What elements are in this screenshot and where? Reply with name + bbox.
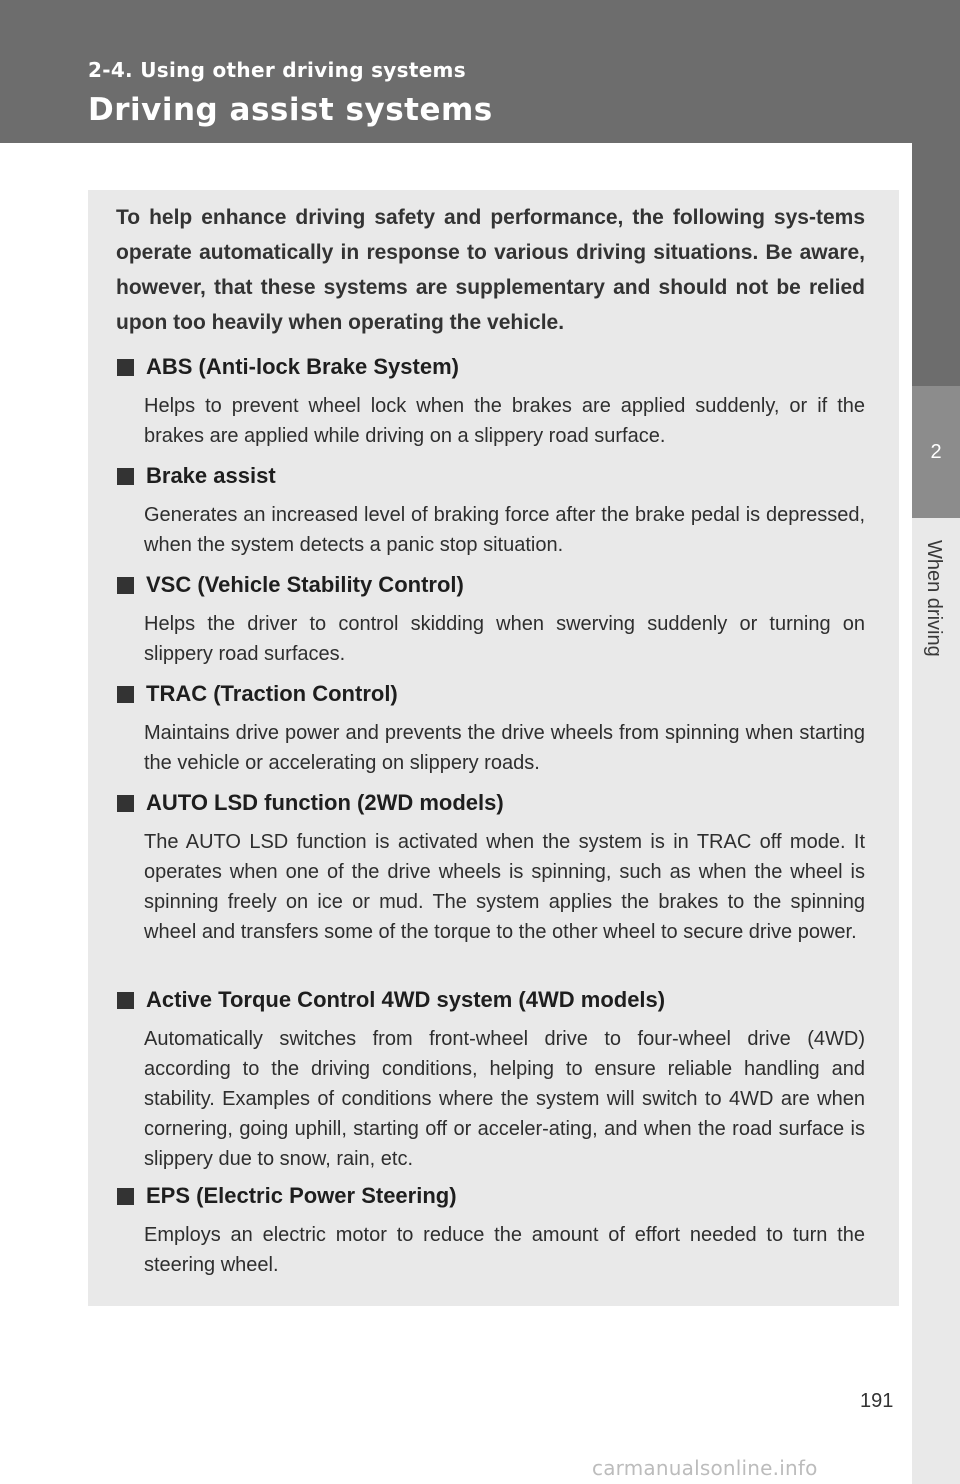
section-body: Automatically switches from front-wheel drive to four-wheel drive (4WD) according to the driving conditions, helping to ensure reliable handling and stability. Examples of conditions where the system will switch to 4WD are when cornering, going uphill, starting off or acceler-ating, and when the road surface is slippery due to snow, rain, etc. — [144, 1028, 865, 1170]
section-body: Maintains drive power and prevents the drive wheels from spinning when starting the vehicle or accelerating on slippery roads. — [144, 722, 865, 774]
page-number: 191 — [860, 1390, 894, 1412]
page-title: Driving assist systems — [88, 92, 493, 128]
watermark: carmanualsonline.info — [592, 1456, 818, 1480]
section-heading — [114, 1182, 866, 1210]
section-heading-text: AUTO LSD function (2WD models) — [146, 790, 504, 815]
section-abs — [114, 353, 866, 451]
section-heading — [114, 353, 866, 381]
section-vsc — [114, 571, 866, 669]
section-body: Helps to prevent wheel lock when the brakes are applied suddenly, or if the brakes are applied while driving on a slippery road surface. — [144, 395, 865, 447]
square-bullet-icon — [117, 1188, 134, 1205]
section-trac — [114, 680, 866, 778]
section-heading-text: Brake assist — [146, 463, 276, 488]
chapter-number: 2 — [930, 440, 942, 463]
chapter-tab[interactable] — [912, 386, 960, 518]
section-heading-text: TRAC (Traction Control) — [146, 681, 398, 706]
section-body: The AUTO LSD function is activated when the system is in TRAC off mode. It operates when one of the drive wheels is spinning, such as when the wheel is spinning freely on ice or mud. The system applies the brakes to the spinning wheel and transfers some of the torque to the other wheel to secure drive power. — [144, 831, 865, 943]
section-heading-text: ABS (Anti-lock Brake System) — [146, 354, 459, 379]
square-bullet-icon — [117, 577, 134, 594]
side-tab-top — [912, 0, 960, 386]
section-heading-text: Active Torque Control 4WD system (4WD models) — [146, 987, 666, 1012]
section-heading-text: VSC (Vehicle Stability Control) — [146, 572, 464, 597]
chapter-label: When driving — [923, 540, 945, 657]
section-heading-text: EPS (Electric Power Steering) — [146, 1183, 457, 1208]
section-heading — [114, 986, 866, 1014]
section-body: Generates an increased level of braking force after the brake pedal is depressed, when the system detects a panic stop situation. — [144, 504, 865, 556]
section-heading — [114, 571, 866, 599]
section-subtitle: 2-4. Using other driving systems — [88, 58, 466, 82]
square-bullet-icon — [117, 795, 134, 812]
section-brake-assist — [114, 462, 866, 560]
square-bullet-icon — [117, 992, 134, 1009]
side-tab-bottom — [912, 518, 960, 1484]
intro-paragraph: To help enhance driving safety and performance, the following sys-tems operate automatically in response to various driving situations. Be aware, however, that these systems are supplementary and should not be relied upon too heavily when operating the vehicle. — [116, 206, 865, 334]
section-body: Employs an electric motor to reduce the amount of effort needed to turn the steering wheel. — [144, 1224, 865, 1276]
section-heading — [114, 789, 866, 817]
square-bullet-icon — [117, 359, 134, 376]
square-bullet-icon — [117, 468, 134, 485]
section-eps — [114, 1182, 866, 1280]
section-active-torque — [114, 986, 866, 1174]
section-heading — [114, 680, 866, 708]
section-heading — [114, 462, 866, 490]
section-body: Helps the driver to control skidding when swerving suddenly or turning on slippery road surfaces. — [144, 613, 865, 665]
section-auto-lsd — [114, 789, 866, 947]
square-bullet-icon — [117, 686, 134, 703]
